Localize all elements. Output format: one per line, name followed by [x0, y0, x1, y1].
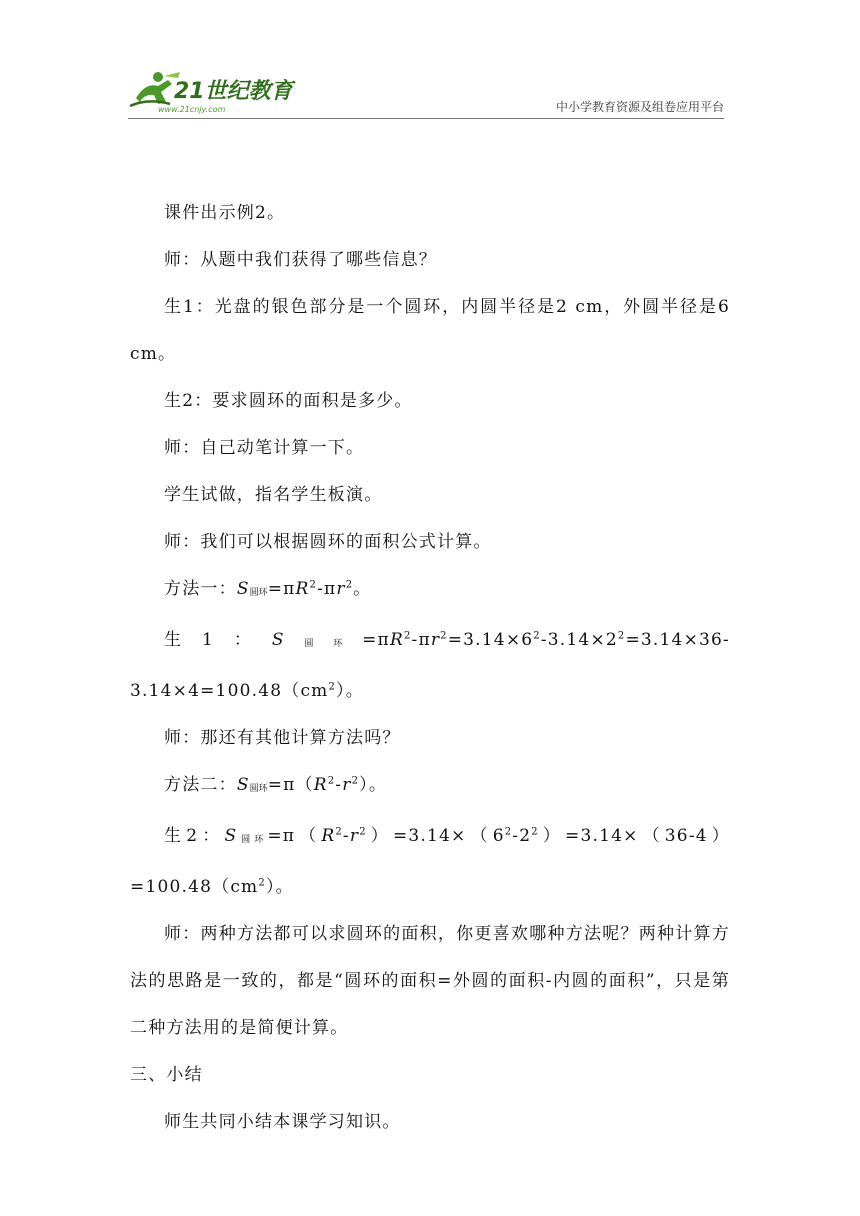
- paragraph: 师：从题中我们获得了哪些信息？: [164, 250, 437, 270]
- platform-text: 中小学教育资源及组卷应用平台: [555, 100, 724, 114]
- formula-method-two: 方法二：S圆环$=\pi(R^2-r^2)$。: [164, 775, 388, 795]
- formula-student-one: 生1：S圆环$=\pi R^2-\pi r^2=3.14\times 6^2-3.14\times 2^2=3.14\times 36-3.14\times 4=100.48(cm^2)$。: [130, 630, 730, 701]
- paragraph: 师：那还有其他计算方法吗？: [164, 728, 401, 748]
- document-body: [130, 190, 737, 1146]
- formula-student-two: 生2：S圆环$=\pi(R^2-r^2)=3.14\times(6^2-2^2)=3.14\times(36-4)=100.48(cm^2)$。: [130, 826, 730, 897]
- paragraph: 师：我们可以根据圆环的面积公式计算。: [164, 532, 492, 552]
- paragraph: 师生共同小结本课学习知识。: [164, 1112, 401, 1132]
- paragraph: 生2：要求圆环的面积是多少。: [164, 391, 413, 411]
- runner-icon: [130, 72, 180, 106]
- logo-text: 21世纪教育: [174, 79, 293, 104]
- paragraph: 生1：光盘的银色部分是一个圆环，内圆半径是2 cm，外圆半径是6 cm。: [130, 297, 737, 364]
- paragraph: 学生试做，指名学生板演。: [164, 485, 383, 505]
- header-divider: [128, 118, 724, 119]
- paragraph: 师：自己动笔计算一下。: [164, 438, 365, 458]
- section-heading: 三、小结: [130, 1065, 203, 1085]
- logo-url: www.21cnjy.com: [158, 105, 226, 114]
- page-header: [0, 0, 860, 120]
- paragraph: 课件出示例2。: [164, 203, 286, 223]
- site-logo: [128, 68, 298, 118]
- paragraph: 师：两种方法都可以求圆环的面积，你更喜欢哪种方法呢？两种计算方法的思路是一致的，都是“圆环的面积=外圆的面积-内圆的面积”，只是第二种方法用的是简便计算。: [130, 924, 730, 1038]
- formula-method-one: 方法一：S圆环$=\pi R^2-\pi r^2$。: [164, 579, 372, 599]
